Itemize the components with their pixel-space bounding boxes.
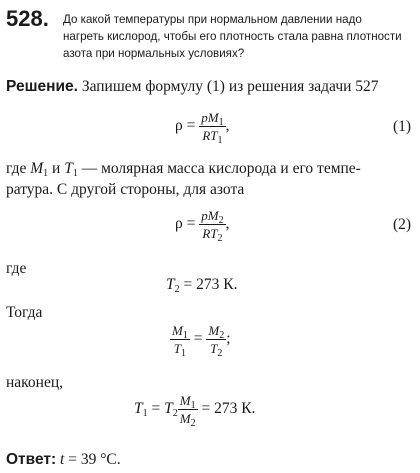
where1-part: где [6,160,31,177]
eq5-lhs-sub: 1 [142,408,148,420]
eq1-numerator-sub: 1 [218,117,224,128]
eq4-b-den: T [210,341,218,356]
eq2-denominator: RT [202,226,218,241]
problem-number: 528. [6,6,49,31]
solution-intro [6,76,379,97]
finally-text: наконец, [6,374,64,391]
eq4-a-den-sub: 1 [181,348,187,359]
eq4-equals: = [189,330,207,348]
eq5-t2: T [164,400,173,418]
eq2-fraction [199,208,225,244]
eq1-comma: , [225,117,230,135]
eq4-b-den-sub: 2 [217,348,223,359]
var-M: M [30,160,44,177]
eq4-fraction-left [170,323,190,359]
where-text-1 [6,158,361,179]
eq4-semicolon: ; [226,330,231,348]
solution-intro-text: Запишем формулу (1) из решения задачи 527 [77,78,379,95]
problem-line: азота при нормальных условиях? [63,47,245,60]
eq5-fraction [178,393,198,429]
where1-part: и [48,160,65,177]
eq4-b-num: M [208,323,220,338]
eq5-rest: = 273 К. [197,400,256,418]
eq1-denominator: RT [202,128,218,143]
problem-statement [63,11,415,62]
eq5-den-sub: 2 [190,418,196,429]
equation-2 [175,208,230,244]
var-T: T [64,160,73,177]
var-M-sub: 1 [43,168,49,179]
var-T-sub: 1 [72,168,78,179]
where1-part: — молярная масса кислорода и его темпе- [77,160,361,177]
eq5-den: M [179,411,191,426]
eq5-equals: = [147,400,165,418]
equation-2-number: (2) [393,216,412,233]
eq2-numerator-sub: 2 [218,215,224,226]
answer-label: Ответ: [6,451,57,468]
eq2-denominator-sub: 2 [217,233,223,244]
eq4-fraction-right [206,323,226,359]
eq1-lhs: ρ = [175,117,196,135]
then-text: Тогда [6,304,43,321]
eq3-sub: 2 [174,284,180,295]
answer-var: t [60,451,65,468]
where-text-1-cont: ратура. С другой стороны, для азота [6,181,245,198]
equation-3 [166,276,237,294]
eq1-numerator: pM [201,110,219,125]
eq3-var: T [166,276,175,293]
eq3-rest: = 273 К. [179,276,238,293]
eq5-lhs: T [134,400,143,418]
eq2-comma: , [225,215,230,233]
eq5-num: M [179,393,191,408]
eq4-b-num-sub: 2 [219,330,225,341]
eq4-a-num: M [172,323,183,338]
problem-line: нагреть кислород, чтобы его плотность стала равна плотности [63,30,402,43]
eq5-t2-sub: 2 [172,408,178,420]
equation-5 [134,393,256,429]
where-text-2: где [6,260,27,277]
equation-1-number: (1) [393,118,412,135]
eq1-fraction [199,110,225,146]
eq5-num-sub: 1 [190,400,196,411]
equation-4 [170,323,231,359]
eq4-a-den: T [173,341,182,356]
solution-label: Решение. [6,78,78,95]
answer-value: = 39 °С. [64,451,121,468]
eq4-a-num-sub: 1 [182,330,188,341]
eq1-denominator-sub: 1 [217,135,223,146]
equation-1 [175,110,230,146]
problem-line: До какой температуры при нормальном давлении надо [63,13,362,26]
eq2-numerator: pM [201,208,219,223]
answer [6,449,121,470]
eq2-lhs: ρ = [175,215,196,233]
